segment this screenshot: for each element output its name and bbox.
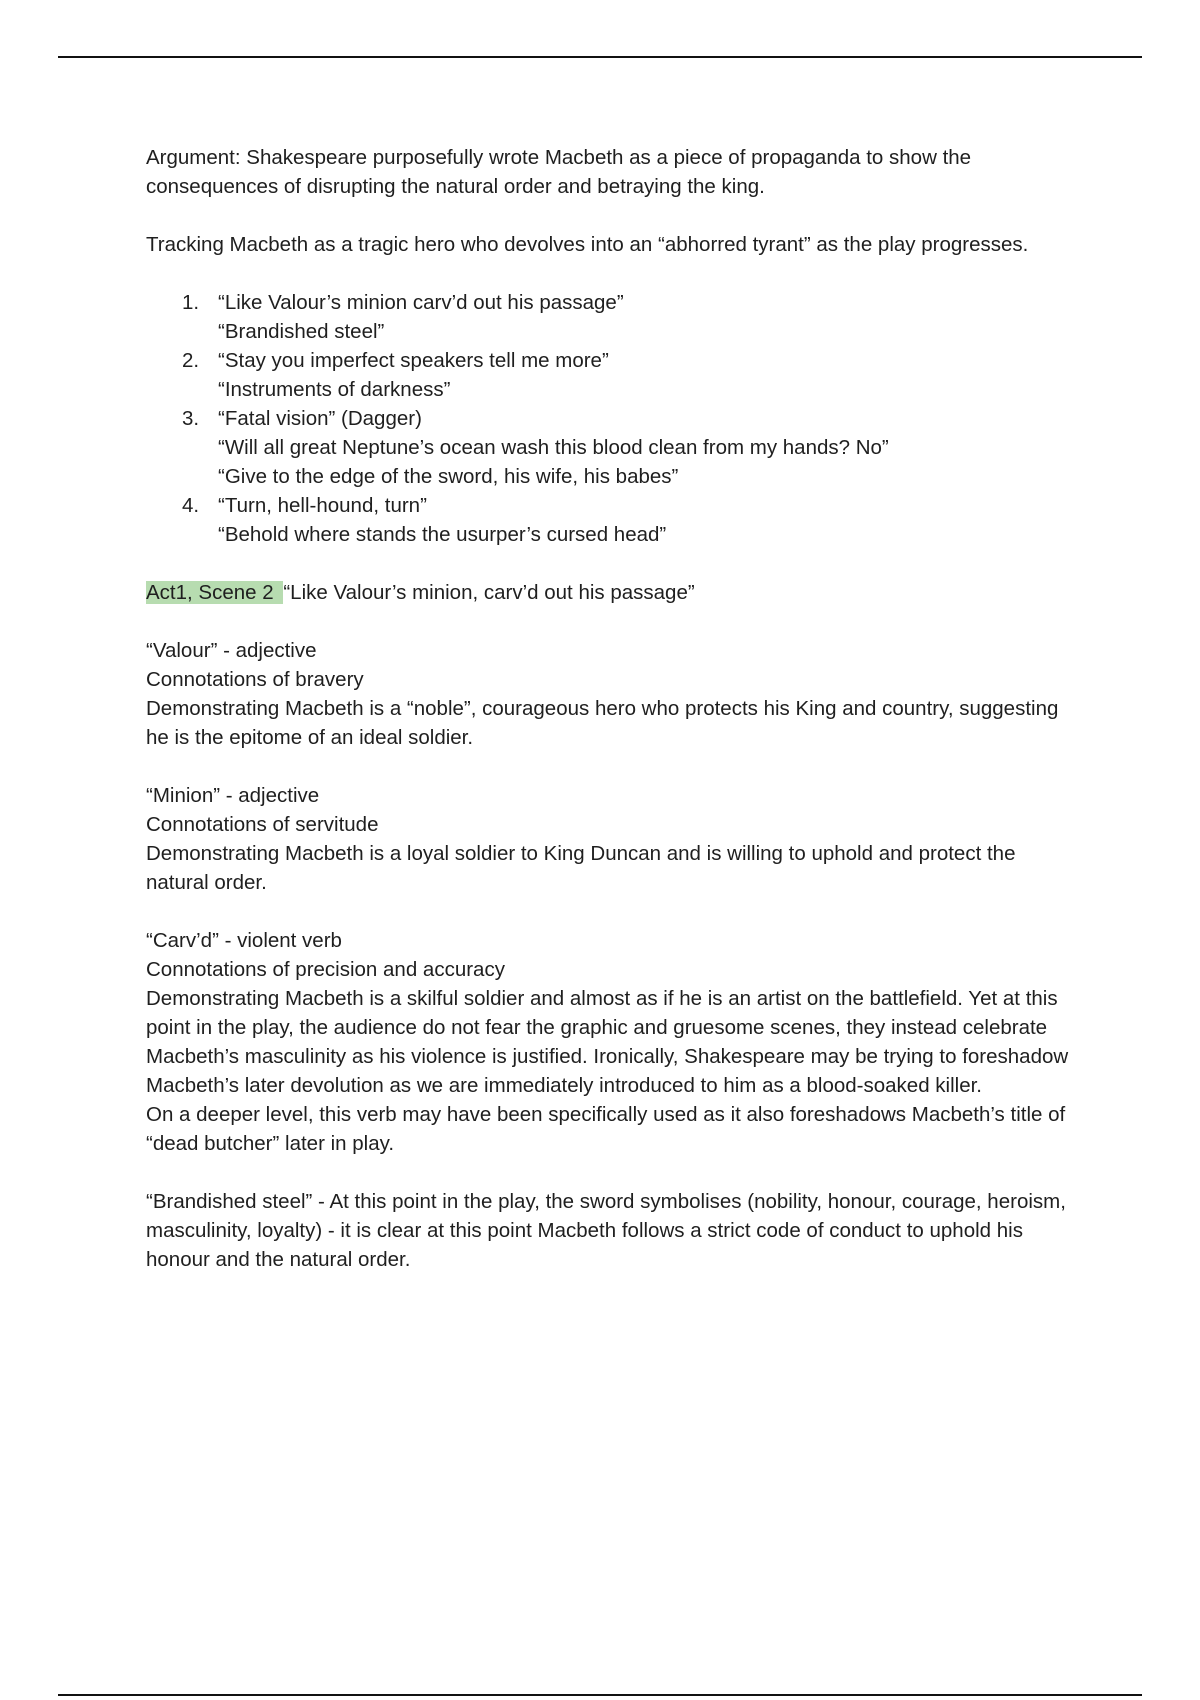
list-number: 2.: [182, 349, 200, 372]
minion-term: “Minion” - adjective: [146, 784, 320, 807]
list-number: 3.: [182, 407, 200, 430]
scene-quote: “Like Valour’s minion, carv’d out his passage”: [283, 581, 695, 604]
scene-heading: [146, 578, 1076, 607]
quote-line: “Turn, hell-hound, turn”: [218, 494, 427, 517]
minion-connotation: Connotations of servitude: [146, 813, 379, 836]
page-top-rule: [58, 56, 1142, 58]
list-number: 4.: [182, 494, 200, 517]
list-item: [146, 346, 1076, 404]
list-item: [146, 288, 1076, 346]
valour-explanation: Demonstrating Macbeth is a “noble”, courageous hero who protects his King and country, suggesting he is the epitome of an ideal soldier.: [146, 697, 1059, 749]
quote-line: “Will all great Neptune’s ocean wash this blood clean from my hands? No”: [218, 436, 889, 459]
carvd-deeper: On a deeper level, this verb may have been specifically used as it also foreshadows Macbeth’s title of “dead butcher” later in play.: [146, 1103, 1066, 1155]
document-body: [146, 143, 1076, 1274]
quote-line: “Stay you imperfect speakers tell me more”: [218, 349, 609, 372]
quote-line: “Behold where stands the usurper’s cursed head”: [218, 523, 667, 546]
quote-line: “Give to the edge of the sword, his wife, his babes”: [218, 465, 679, 488]
quote-line: “Brandished steel”: [218, 320, 385, 343]
quote-line: “Fatal vision” (Dagger): [218, 407, 422, 430]
page-bottom-rule: [58, 1694, 1142, 1696]
carvd-term: “Carv’d” - violent verb: [146, 929, 342, 952]
minion-explanation: Demonstrating Macbeth is a loyal soldier to King Duncan and is willing to uphold and protect the natural order.: [146, 842, 1016, 894]
carvd-connotation: Connotations of precision and accuracy: [146, 958, 505, 981]
valour-connotation: Connotations of bravery: [146, 668, 364, 691]
quote-list: [146, 288, 1076, 549]
list-item: [146, 491, 1076, 549]
list-item: [146, 404, 1076, 491]
quote-line: “Instruments of darkness”: [218, 378, 451, 401]
valour-term: “Valour” - adjective: [146, 639, 317, 662]
brandished-paragraph: “Brandished steel” - At this point in the play, the sword symbolises (nobility, honour, courage, heroism, masculinity, loyalty) - it is clear at this point Macbeth follows a strict code of conduct to uphold his honour and the natural order.: [146, 1190, 1066, 1271]
tracking-paragraph: Tracking Macbeth as a tragic hero who devolves into an “abhorred tyrant” as the play progresses.: [146, 233, 1029, 256]
argument-paragraph: Argument: Shakespeare purposefully wrote Macbeth as a piece of propaganda to show the consequences of disrupting the natural order and betraying the king.: [146, 146, 972, 198]
scene-label-highlight: Act1, Scene 2: [146, 581, 283, 604]
quote-line: “Like Valour’s minion carv’d out his passage”: [218, 291, 624, 314]
list-number: 1.: [182, 291, 200, 314]
carvd-explanation: Demonstrating Macbeth is a skilful soldier and almost as if he is an artist on the battlefield. Yet at this point in the play, the audience do not fear the graphic and gruesome scenes, they instead celebrate Macbeth’s masculinity as his violence is justified. Ironically, Shakespeare may be trying to foreshadow Macbeth’s later devolution as we are immediately introduced to him as a blood-soaked killer.: [146, 987, 1069, 1097]
